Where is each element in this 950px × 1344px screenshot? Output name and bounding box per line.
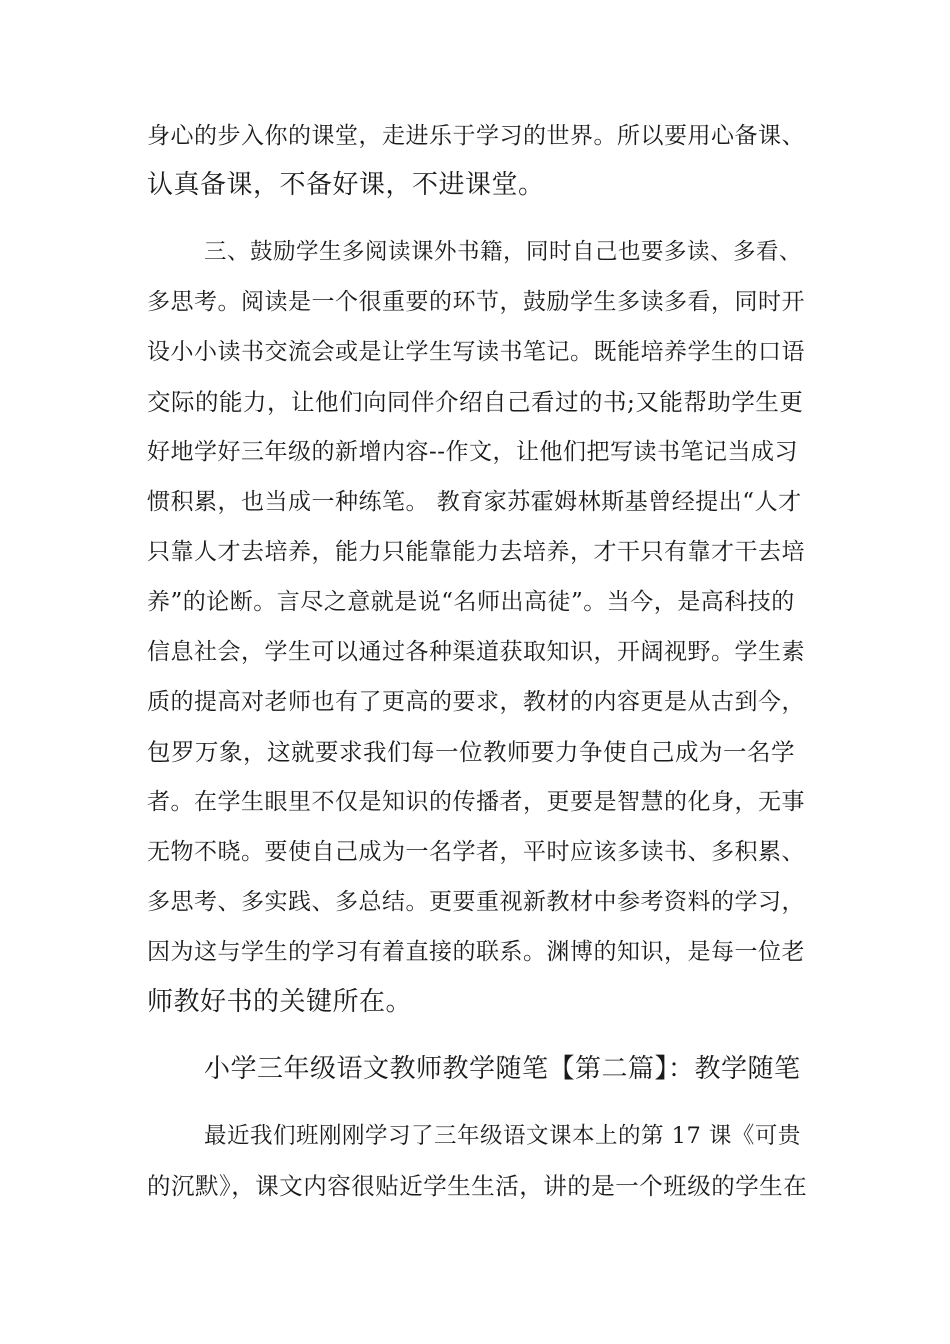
text-line: 认真备课，不备好课，不进课堂。 [147, 170, 545, 200]
text-line: 者。在学生眼里不仅是知识的传播者，更要是智慧的化身，无事 [147, 789, 805, 815]
text-line: 好地学好三年级的新增内容--作文，让他们把写读书笔记当成习 [147, 439, 799, 465]
text-line: 无物不晓。要使自己成为一名学者，平时应该多读书、多积累、 [147, 839, 805, 865]
text-line: 最近我们班刚刚学习了三年级语文课本上的第 17 课《可贵 [204, 1123, 801, 1149]
section-heading: 小学三年级语文教师教学随笔【第二篇】：教学随笔 [204, 1054, 801, 1084]
text-line: 的沉默》，课文内容很贴近学生生活，讲的是一个班级的学生在 [147, 1172, 808, 1200]
text-line: 三、鼓励学生多阅读课外书籍，同时自己也要多读、多看、 [204, 239, 803, 265]
text-line: 师教好书的关键所在。 [147, 987, 413, 1017]
text-line: 交际的能力，让他们向同伴介绍自己看过的书;又能帮助学生更 [147, 388, 804, 416]
text-line: 信息社会，学生可以通过各种渠道获取知识，开阔视野。学生素 [147, 639, 805, 665]
text-line: 身心的步入你的课堂，走进乐于学习的世界。所以要用心备课、 [147, 123, 805, 149]
text-line: 养”的论断。言尽之意就是说“名师出高徒”。当今，是高科技的 [147, 589, 795, 615]
text-line: 设小小读书交流会或是让学生写读书笔记。既能培养学生的口语 [147, 339, 805, 365]
text-line: 只靠人才去培养，能力只能靠能力去培养，才干只有靠才干去培 [147, 539, 805, 565]
text-line: 多思考、多实践、多总结。更要重视新教材中参考资料的学习， [147, 889, 805, 915]
text-line: 因为这与学生的学习有着直接的联系。渊博的知识，是每一位老 [147, 939, 805, 965]
text-line: 质的提高对老师也有了更高的要求，教材的内容更是从古到今， [147, 689, 805, 715]
text-line: 包罗万象，这就要求我们每一位教师要力争使自己成为一名学 [147, 738, 795, 766]
text-line: 多思考。阅读是一个很重要的环节，鼓励学生多读多看，同时开 [147, 289, 805, 315]
text-line: 惯积累，也当成一种练笔。 教育家苏霍姆林斯基曾经提出“人才 [147, 489, 802, 515]
